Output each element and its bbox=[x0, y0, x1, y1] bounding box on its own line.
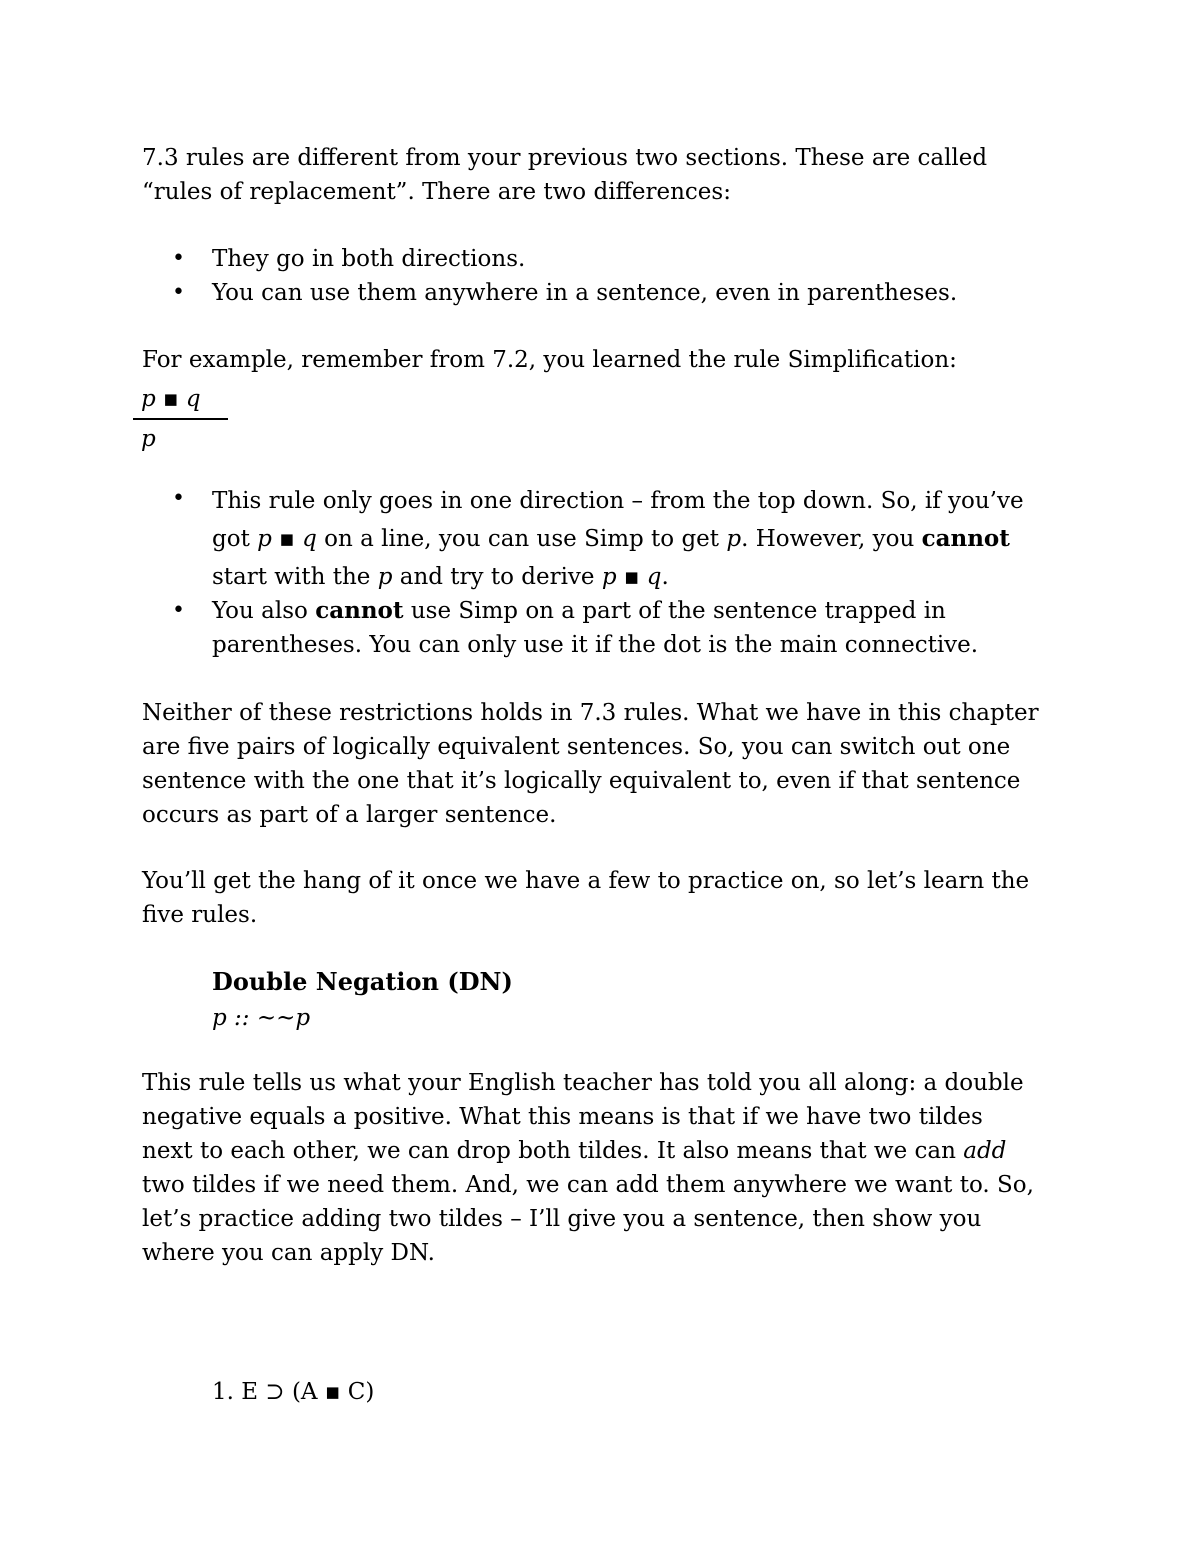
paragraph-line: sentence with the one that it’s logically equivalent to, even if that sentence bbox=[142, 768, 1021, 794]
rule-section bbox=[212, 964, 513, 1036]
paragraph-line: negative equals a positive. What this means is that if we have two tildes bbox=[142, 1104, 983, 1130]
simplification-rule bbox=[133, 382, 228, 456]
paragraph-line: occurs as part of a larger sentence. bbox=[142, 802, 557, 828]
dn-paragraph bbox=[142, 1066, 1072, 1270]
bullet-icon: • bbox=[172, 246, 185, 271]
paragraph-line: Neither of these restrictions holds in 7.3 rules. What we have in this chapter bbox=[142, 700, 1039, 726]
exercise-sentence: 1. E ⊃ (A ▪ C) bbox=[212, 1379, 375, 1405]
rule-premise: p ▪ q bbox=[141, 386, 201, 412]
paragraph-line: are five pairs of logically equivalent sentences. So, you can switch out one bbox=[142, 734, 1011, 760]
list-item bbox=[142, 276, 1072, 310]
rule-title: Double Negation (DN) bbox=[212, 967, 513, 996]
paragraph-line: let’s practice adding two tildes – I’ll give you a sentence, then show you bbox=[142, 1206, 982, 1232]
inference-line bbox=[133, 418, 228, 420]
note-line: You also cannot use Simp on a part of the sentence trapped in bbox=[212, 597, 946, 624]
differences-list bbox=[142, 242, 1072, 310]
list-item bbox=[142, 482, 1072, 596]
difference-text: They go in both directions. bbox=[212, 246, 526, 272]
example-line: For example, remember from 7.2, you learned the rule Simplification: bbox=[142, 347, 957, 373]
paragraph-line: two tildes if we need them. And, we can add them anywhere we want to. So, bbox=[142, 1172, 1034, 1198]
paragraph-line: You’ll get the hang of it once we have a few to practice on, so let’s learn the bbox=[142, 868, 1030, 894]
rule-conclusion: p bbox=[141, 426, 156, 452]
intro-line-2: “rules of replacement”. There are two differences: bbox=[142, 179, 731, 205]
bullet-icon: • bbox=[172, 280, 185, 305]
difference-text: You can use them anywhere in a sentence, even in parentheses. bbox=[212, 280, 958, 306]
neither-paragraph bbox=[142, 696, 1072, 832]
simp-notes-list bbox=[142, 482, 1072, 662]
bullet-icon: • bbox=[172, 598, 185, 623]
rule-formula: p :: ~~p bbox=[212, 1005, 311, 1031]
paragraph-line: five rules. bbox=[142, 902, 258, 928]
note-line: This rule only goes in one direction – from the top down. So, if you’ve bbox=[212, 488, 1024, 514]
note-line: start with the p and try to derive p ▪ q. bbox=[212, 564, 669, 590]
intro-paragraph bbox=[142, 141, 1072, 209]
note-line: got p ▪ q on a line, you can use Simp to get p. However, you cannot bbox=[212, 525, 1010, 552]
paragraph-line: next to each other, we can drop both tildes. It also means that we can add bbox=[142, 1138, 1007, 1164]
list-item bbox=[142, 242, 1072, 276]
exercise-item bbox=[212, 1374, 374, 1410]
paragraph-line: where you can apply DN. bbox=[142, 1240, 435, 1266]
note-line: parentheses. You can only use it if the dot is the main connective. bbox=[212, 632, 979, 658]
example-paragraph bbox=[142, 343, 1072, 377]
bullet-icon: • bbox=[172, 486, 185, 511]
list-item bbox=[142, 594, 1072, 662]
intro-line-1: 7.3 rules are different from your previous two sections. These are called bbox=[142, 145, 988, 171]
paragraph-line: This rule tells us what your English teacher has told you all along: a double bbox=[142, 1070, 1024, 1096]
hang-paragraph bbox=[142, 864, 1072, 932]
